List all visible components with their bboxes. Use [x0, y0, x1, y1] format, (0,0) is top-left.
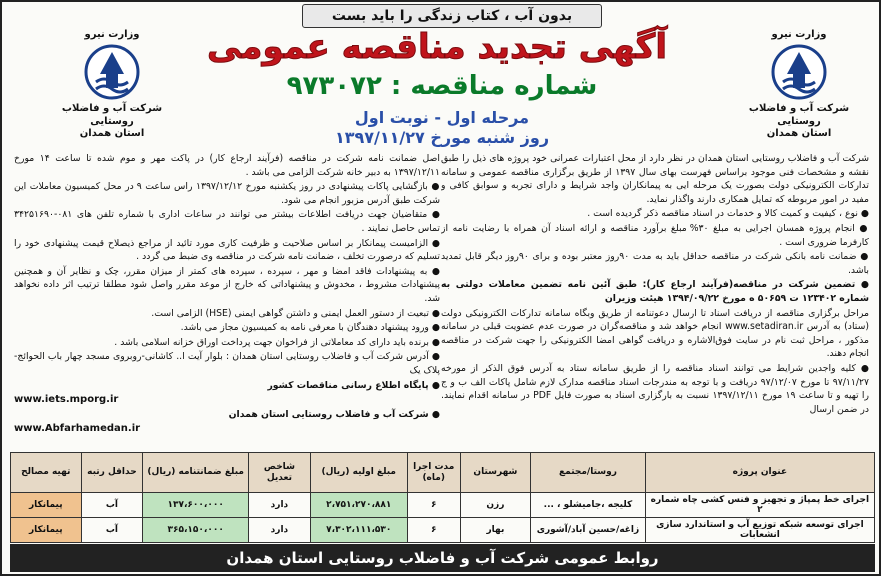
tender-number: شماره مناقصه : ۹۷۳۰۷۲ — [286, 71, 598, 101]
water-company-logo-icon — [84, 44, 140, 100]
paragraph: ● آدرس شرکت آب و فاضلاب روستایی استان همدان : بلوار آیت ا.. کاشانی-روبروی مسجد چهار باب الحوائج-پلاک یک — [14, 351, 440, 376]
abfar-link[interactable]: www.Abfarhamedan.ir — [14, 423, 141, 435]
paragraph: ● متقاضیان جهت دریافت اطلاعات بیشتر می توانند در ساعات اداری با شماره تلفن های ۰۸۱-۳۴۲۵۱۶۹۰ تماس حاصل نمایند . — [14, 209, 440, 234]
top-banner: بدون آب ، کتاب زندگی را باید بست — [302, 4, 602, 28]
cell-amount: ۷،۳۰۲،۱۱۱،۵۳۰ — [310, 518, 407, 543]
paragraph: مراحل برگزاری مناقصه از دریافت اسناد تا ارسال دعوتنامه از طریق وبگاه سامانه تدارکات الکترونیکی دولت (ستاد) به آدرس www.setadiran.ir انجام خواهد شد و مناقصه‌گران در صورت عدم عضویت قبلی در سامانه مذکور ، مراحل ثبت نام در سایت فوق‌الاشاره و دریافت گواهی امضا الکترونیکی را جهت شرکت در مناقصه انجام دهند. — [441, 307, 869, 360]
col-header: حداقل رتبه — [81, 453, 143, 493]
cell-county: رزن — [460, 493, 531, 518]
cell-village: کلیجه ،جامیشلو ، ... — [531, 493, 646, 518]
table-row — [11, 493, 875, 518]
col-header: مبلغ ضمانتنامه (ریال) — [143, 453, 249, 493]
company-name: شرکت آب و فاضلاب روستایی — [748, 103, 850, 127]
col-header: مدت اجرا (ماه) — [407, 453, 460, 493]
paragraph: ● تبعیت از دستور العمل ایمنی و داشتن گواهی ایمنی (HSE) الزامی است. — [151, 307, 440, 319]
cell-adjustment: دارد — [249, 518, 311, 543]
ministry-label: وزارت نیرو — [84, 29, 140, 40]
company-name: شرکت آب و فاضلاب روستایی — [61, 103, 163, 127]
projects-table — [10, 452, 875, 543]
paragraph: ● ضمانت نامه بانکی شرکت در مناقصه حداقل باید به مدت ۹۰روز معتبر بوده و برای ۹۰روز دیگر قابل تمدید باشد. — [441, 251, 869, 276]
footer-public-relations: روابط عمومی شرکت آب و فاضلاب روستایی استان همدان — [10, 544, 875, 572]
paragraph: ● برنده باید دارای کد معاملاتی از فراخوان جهت پرداخت اوراق خزانه اسلامی باشد . — [114, 336, 440, 348]
paragraph: ● به پیشنهادات فاقد امضا و مهر ، سپرده ، سپرده های کمتر از میزان مقرر، چک و نظایر آن و همچنین پیشنهادات مشروط ، مخدوش و پیشنهاداتی که خارج از موعد مقرر واصل شود مطلقا ترتیب اثر داده نخواهد شد. — [14, 265, 440, 304]
logo-left — [42, 28, 182, 139]
paragraph: شرکت آب و فاضلاب روستایی استان همدان در نظر دارد از محل اعتبارات عمرانی خود پروژه های ذیل را طبق نقشه و مشخصات فنی موجود براساس فهرست بهای سال ۱۳۹۷ از طریق برگزاری مناقصه عمومی و سامانه تدارکات الکترونیکی دولت بصورت یک مرحله ایی به پیمانکاران واجد شرایط و دارای تجربه و سوابق کافی و مفید در امور مربوطه که تمایل همکاری دارند واگذار نماید. — [441, 153, 869, 205]
iets-link[interactable]: www.iets.mporg.ir — [14, 394, 119, 406]
cell-duration: ۶ — [407, 493, 460, 518]
col-header: روستا/مجتمع — [531, 453, 646, 493]
col-header: شهرستان — [460, 453, 531, 493]
cell-materials: پیمانکار — [11, 493, 82, 518]
cell-guarantee: ۱۳۷،۶۰۰،۰۰۰ — [143, 493, 249, 518]
right-text-column — [441, 152, 869, 450]
cell-amount: ۲،۷۵۱،۲۷۰،۸۸۱ — [310, 493, 407, 518]
cell-project: اجرای خط پمپاژ و تجهیز و فنس کشی چاه شماره ۲ — [645, 493, 874, 518]
notice-title: آگهی تجدید مناقصه عمومی — [207, 27, 667, 67]
cell-village: زاغه/حسین آباد/آشوری — [531, 518, 646, 543]
projects-table-wrap — [10, 452, 875, 542]
logo-right — [729, 28, 869, 139]
left-text-column — [14, 152, 440, 450]
paragraph: ● تضمین شرکت در مناقصه(فرآیند ارجاع کار): طبق آئین نامه تضمین معاملات دولتی به شماره ۱۲۳۴۰۲ ت ۵۰۶۵۹ ه مورخ ۱۳۹۴/۰۹/۲۲ هیئت وزیران — [441, 279, 869, 304]
col-header: عنوان پروژه — [645, 453, 874, 493]
cell-duration: ۶ — [407, 518, 460, 543]
stage-label: مرحله اول - نوبت اول — [354, 108, 530, 127]
table-header-row — [11, 453, 875, 493]
col-header: شاخص تعدیل — [249, 453, 311, 493]
paragraph: ● شرکت آب و فاضلاب روستایی استان همدان — [228, 408, 440, 420]
paragraph: ● کلیه واجدین شرایط می توانند اسناد مناقصه را از طریق سامانه ستاد به آدرس فوق الذکر از مورخه ۹۷/۱۱/۲۷ تا مورخ ۹۷/۱۲/۰۷ دریافت و با توجه به مندرجات اسناد مناقصه مدارک لازم شامل پاکات الف ب و ج را تهیه و تا ساعت ۱۹ مورخ ۱۳۹۷/۱۲/۱۱ نسبت به بارگزاری اسناد به صورت فایل PDF در سامانه اقدام نمایند. در ضمن ارسال — [441, 362, 869, 415]
province-name: استان همدان — [766, 128, 832, 139]
cell-materials: پیمانکار — [11, 518, 82, 543]
notice-date: روز شنبه مورخ ۱۳۹۷/۱۱/۲۷ — [334, 128, 550, 147]
cell-rank: آب — [81, 518, 143, 543]
cell-project: اجرای توسعه شبکه توزیع آب و استاندارد سازی انشعابات — [645, 518, 874, 543]
col-header: تهیه مصالح — [11, 453, 82, 493]
water-company-logo-icon — [771, 44, 827, 100]
cell-guarantee: ۳۶۵،۱۵۰،۰۰۰ — [143, 518, 249, 543]
cell-county: بهار — [460, 518, 531, 543]
paragraph: ● نوع ، کیفیت و کمیت کالا و خدمات در اسناد مناقصه ذکر گردیده است . — [587, 208, 869, 220]
cell-rank: آب — [81, 493, 143, 518]
table-row — [11, 518, 875, 543]
paragraph: ● ورود پیشنهاد دهندگان با معرفی نامه به کمیسیون مجاز می باشد. — [180, 322, 440, 334]
col-header: مبلغ اولیه (ریال) — [310, 453, 407, 493]
paragraph: ● پایگاه اطلاع رسانی مناقصات کشور — [267, 379, 440, 391]
cell-adjustment: دارد — [249, 493, 311, 518]
ministry-label: وزارت نیرو — [771, 29, 827, 40]
paragraph: ● الزامیست پیمانکار بر اساس صلاحیت و ظرفیت کاری مورد تائید از مراجع ذیصلاح قیمت پیشنهادی خود را تسلیم که درصورت تخلف ، ضمانت نامه شرکت در مناقصه وی ضبط می گردد . — [14, 237, 440, 263]
paragraph: ● بازگشایی پاکات پیشنهادی در روز یکشنبه مورخ ۱۳۹۷/۱۲/۱۲ راس ساعت ۹ در محل کمیسیون معاملات این شرکت طبق آدرس مزبور انجام می شود. — [14, 181, 440, 206]
paragraph: ● انجام پروژه همسان اجرایی به مبلغ ۳۰% مبلغ برآورد مناقصه و ارائه اسناد آن همراه با رضایت نامه از کارفرما ضروری است . — [441, 222, 869, 248]
province-name: استان همدان — [79, 128, 145, 139]
paragraph: اصل ضمانت نامه شرکت در مناقصه (فرآیند ارجاع کار) در پاکت مهر و موم شده تا ساعت ۱۴ مورخ ۱۳۹۷/۱۲/۱۱ به دبیر خانه شرکت الزامی می باشد . — [14, 153, 440, 178]
